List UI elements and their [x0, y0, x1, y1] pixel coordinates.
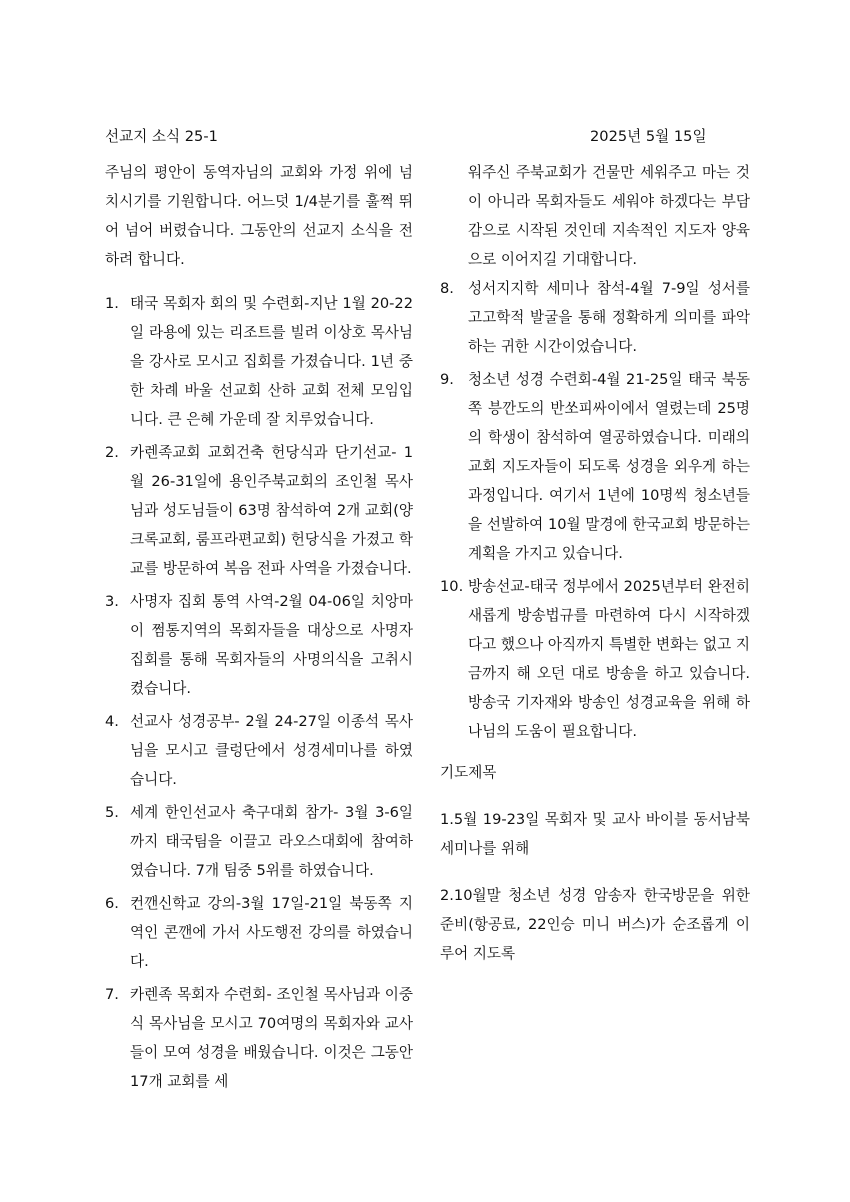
list-item [105, 438, 413, 583]
prayer-item: 1.5월 19-23일 목회자 및 교사 바이블 동서남북 세미나를 위해 [440, 811, 750, 857]
item-number: 4. [105, 713, 119, 730]
item-text: 컨깬신학교 강의-3월 17일-21일 북동쪽 지역인 콘깬에 가서 사도행전 강의를 하였습니다. [130, 895, 413, 970]
item-text: 태국 목회자 회의 및 수련회-지난 1월 20-22일 라용에 있는 리조트를 빌려 이상호 목사님을 강사로 모시고 집회를 가졌습니다. 1년 중 한 차례 바울 선교회 산하 교회 전체 모임입니다. 큰 은혜 가운데 잘 치루었습니다. [130, 295, 413, 428]
item-text: 청소년 성경 수련회-4월 21-25일 태국 북동쪽 븡깐도의 반쏘피싸이에서 열렸는데 25명의 학생이 참석하여 열공하였습니다. 미래의 교회 지도자들이 되도록 성경을 외우게 하는 과정입니다. 여기서 1년에 10명씩 청소년들을 선발하여 10월 말경에 한국교회 방문하는 계획을 가지고 있습니다. [468, 371, 750, 562]
item-number: 6. [105, 895, 119, 912]
list-item [440, 572, 750, 746]
list-item [105, 798, 413, 885]
item-text: 선교사 성경공부- 2월 24-27일 이종석 목사님을 모시고 클렁단에서 성경세미나를 하였습니다. [130, 713, 413, 788]
item7-continuation: 워주신 주북교회가 건물만 세워주고 마는 것이 아니라 목회자들도 세워야 하겠다는 부담감으로 시작된 것인데 지속적인 지도자 양육으로 이어지길 기대합니다. [468, 164, 750, 268]
prayer-title: 기도제목 [440, 764, 497, 781]
list-item [105, 707, 413, 794]
item-text: 성서지지학 세미나 참석-4월 7-9일 성서를 고고학적 발굴을 통해 정확하게 의미를 파악하는 귀한 시간이었습니다. [468, 280, 750, 355]
item-number: 2. [105, 444, 119, 461]
left-column [105, 158, 413, 1100]
item-number: 8. [440, 280, 454, 297]
item-number: 7. [105, 986, 119, 1003]
item-number: 10. [440, 578, 464, 595]
item-number: 9. [440, 371, 454, 388]
item-text: 카렌족 목회자 수련회- 조인철 목사님과 이중식 목사님을 모시고 70여명의 목회자와 교사들이 모여 성경을 배웠습니다. 이것은 그동안 17개 교회를 세 [130, 986, 413, 1090]
list-item [440, 274, 750, 361]
intro-paragraph: 주님의 평안이 동역자님의 교회와 가정 위에 넘치시기를 기원합니다. 어느덧 1/4분기를 훌쩍 뛰어 넘어 버렸습니다. 그동안의 선교지 소식을 전하려 합니다. [105, 164, 413, 268]
newsletter-date: 2025년 5월 15일 [590, 128, 707, 145]
item-text: 사명자 집회 통역 사역-2월 04-06일 치앙마이 쩜통지역의 목회자들을 대상으로 사명자 집회를 통해 목회자들의 사명의식을 고취시켰습니다. [130, 593, 413, 697]
list-item [105, 980, 413, 1096]
newsletter-title: 선교지 소식 25-1 [105, 128, 218, 145]
item-text: 방송선교-태국 정부에서 2025년부터 완전히 새롭게 방송법규를 마련하여 다시 시작하겠다고 했으나 아직까지 특별한 변화는 없고 지금까지 해 오던 대로 방송을 하고 있습니다. 방송국 기자재와 방송인 성경교육을 위해 하나님의 도움이 필요합니다. [468, 578, 750, 740]
prayer-item: 2.10월말 청소년 성경 암송자 한국방문을 위한 준비(항공료, 22인승 미니 버스)가 순조롭게 이루어 지도록 [440, 887, 750, 962]
item-number: 1. [105, 295, 119, 312]
list-item [105, 587, 413, 703]
news-list-right [440, 274, 750, 746]
right-column [440, 158, 750, 986]
item-text: 카렌족교회 교회건축 헌당식과 단기선교- 1월 26-31일에 용인주북교회의 조인철 목사님과 성도님들이 63명 참석하여 2개 교회(양크록교회, 룸프라편교회) 헌당식을 가졌고 학교를 방문하여 복음 전파 사역을 가졌습니다. [130, 444, 413, 577]
list-item [105, 289, 413, 434]
list-item [440, 365, 750, 568]
item-text: 세계 한인선교사 축구대회 참가- 3월 3-6일까지 태국팀을 이끌고 라오스대회에 참여하였습니다. 7개 팀중 5위를 하였습니다. [130, 804, 413, 879]
item-number: 3. [105, 593, 119, 610]
list-item [105, 889, 413, 976]
news-list-left [105, 289, 413, 1096]
item-number: 5. [105, 804, 119, 821]
